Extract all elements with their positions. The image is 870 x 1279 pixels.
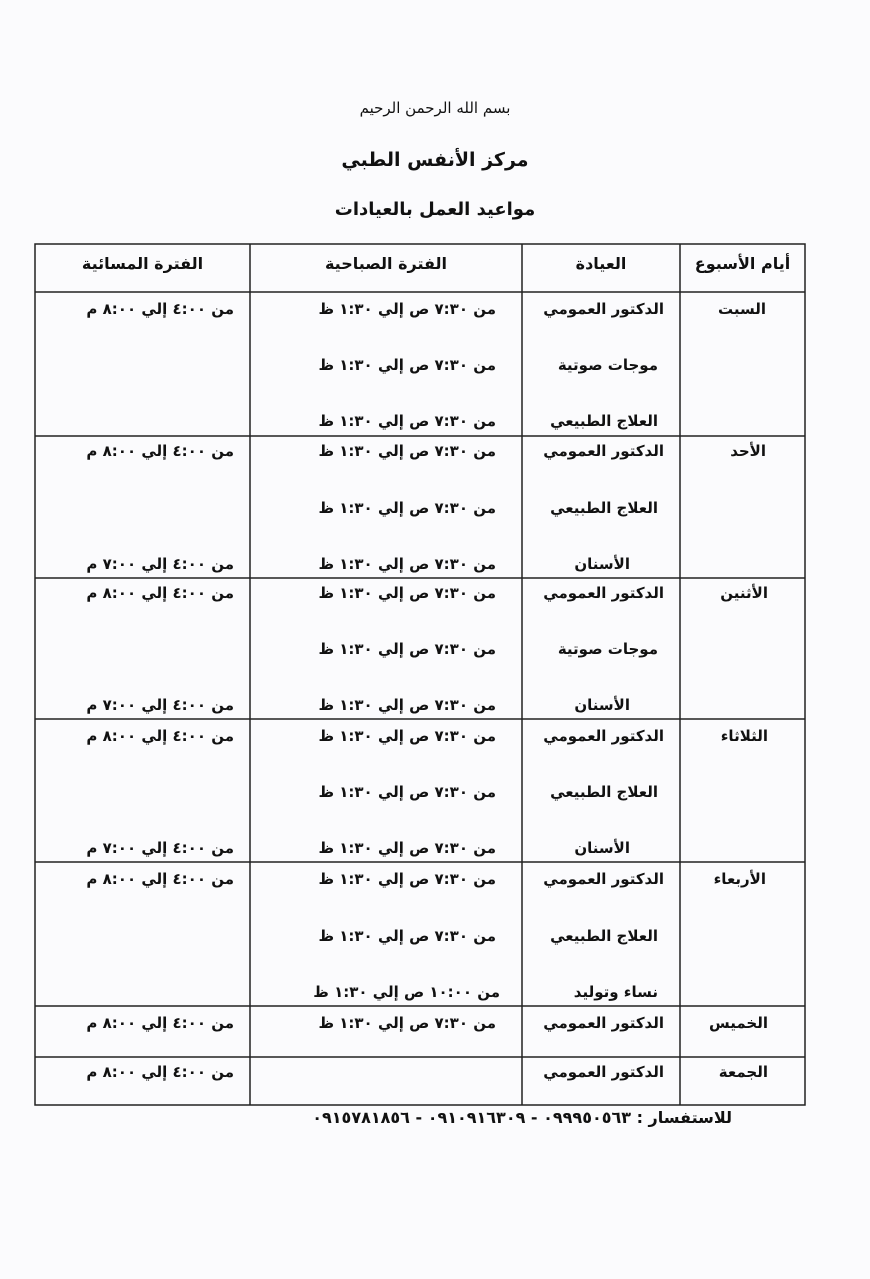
morning-cell: من ٧:٣٠ ص إلي ١:٣٠ ظ <box>318 783 496 801</box>
clinic-cell: الدكتور العمومي <box>543 584 664 602</box>
evening-cell: من ٤:٠٠ إلي ٨:٠٠ م <box>86 1014 234 1032</box>
center-name: مركز الأنفس الطبي <box>341 149 529 171</box>
evening-cell: من ٤:٠٠ إلي ٧:٠٠ م <box>86 839 234 857</box>
day-thursday: الخميس <box>709 1014 768 1032</box>
clinic-cell: الأسنان <box>574 839 630 857</box>
schedule-subtitle: مواعيد العمل بالعيادات <box>334 199 536 220</box>
clinic-cell: موجات صوتية <box>557 356 658 374</box>
morning-cell: من ٧:٣٠ ص إلي ١:٣٠ ظ <box>318 870 496 888</box>
clinic-cell: الدكتور العمومي <box>543 442 664 460</box>
evening-cell: من ٤:٠٠ إلي ٨:٠٠ م <box>86 727 234 745</box>
morning-cell: من ٧:٣٠ ص إلي ١:٣٠ ظ <box>318 356 496 374</box>
basmala: بسم الله الرحمن الرحيم <box>359 99 511 117</box>
clinic-cell: الدكتور العمومي <box>543 870 664 888</box>
clinic-cell: الأسنان <box>574 555 630 573</box>
evening-cell: من ٤:٠٠ إلي ٨:٠٠ م <box>86 1063 234 1081</box>
evening-cell: من ٤:٠٠ إلي ٧:٠٠ م <box>86 696 234 714</box>
day-tuesday: الثلاثاء <box>720 727 768 745</box>
evening-cell: من ٤:٠٠ إلي ٨:٠٠ م <box>86 300 234 318</box>
morning-cell: من ٧:٣٠ ص إلي ١:٣٠ ظ <box>318 442 496 460</box>
header-evening: الفترة المسائية <box>81 254 204 273</box>
clinic-cell: العلاج الطبيعي <box>550 412 658 430</box>
header-days: أيام الأسبوع <box>694 254 791 273</box>
morning-cell: من ٧:٣٠ ص إلي ١:٣٠ ظ <box>318 1014 496 1032</box>
morning-cell: من ١٠:٠٠ ص إلي ١:٣٠ ظ <box>313 983 500 1001</box>
clinic-cell: الدكتور العمومي <box>543 1014 664 1032</box>
day-sunday: الأحد <box>730 442 766 460</box>
clinic-cell: العلاج الطبيعي <box>550 927 658 945</box>
contact-numbers: للاستفسار : ٠٩٩٩٥٠٥٦٣ - ٠٩١٠٩١٦٣٠٩ - ٠٩١٥٧٨١٨٥٦ <box>312 1108 732 1127</box>
morning-cell: من ٧:٣٠ ص إلي ١:٣٠ ظ <box>318 499 496 517</box>
clinic-cell: الأسنان <box>574 696 630 714</box>
day-saturday: السبت <box>717 300 766 318</box>
clinic-cell: نساء وتوليد <box>573 983 658 1001</box>
morning-cell: من ٧:٣٠ ص إلي ١:٣٠ ظ <box>318 555 496 573</box>
clinic-cell: الدكتور العمومي <box>543 1063 664 1081</box>
morning-cell: من ٧:٣٠ ص إلي ١:٣٠ ظ <box>318 696 496 714</box>
header-clinic: العيادة <box>575 254 627 273</box>
clinic-cell: الدكتور العمومي <box>543 300 664 318</box>
evening-cell: من ٤:٠٠ إلي ٨:٠٠ م <box>86 442 234 460</box>
morning-cell: من ٧:٣٠ ص إلي ١:٣٠ ظ <box>318 839 496 857</box>
day-friday: الجمعة <box>718 1063 768 1081</box>
clinic-cell: العلاج الطبيعي <box>550 783 658 801</box>
clinic-cell: العلاج الطبيعي <box>550 499 658 517</box>
morning-cell: من ٧:٣٠ ص إلي ١:٣٠ ظ <box>318 927 496 945</box>
morning-cell: من ٧:٣٠ ص إلي ١:٣٠ ظ <box>318 300 496 318</box>
day-monday: الأثنين <box>720 584 768 602</box>
clinic-cell: موجات صوتية <box>557 640 658 658</box>
evening-cell: من ٤:٠٠ إلي ٨:٠٠ م <box>86 870 234 888</box>
evening-cell: من ٤:٠٠ إلي ٨:٠٠ م <box>86 584 234 602</box>
evening-cell: من ٤:٠٠ إلي ٧:٠٠ م <box>86 555 234 573</box>
morning-cell: من ٧:٣٠ ص إلي ١:٣٠ ظ <box>318 640 496 658</box>
header-morning: الفترة الصباحية <box>324 254 448 273</box>
clinic-cell: الدكتور العمومي <box>543 727 664 745</box>
morning-cell: من ٧:٣٠ ص إلي ١:٣٠ ظ <box>318 412 496 430</box>
morning-cell: من ٧:٣٠ ص إلي ١:٣٠ ظ <box>318 584 496 602</box>
morning-cell: من ٧:٣٠ ص إلي ١:٣٠ ظ <box>318 727 496 745</box>
day-wednesday: الأربعاء <box>713 870 766 888</box>
